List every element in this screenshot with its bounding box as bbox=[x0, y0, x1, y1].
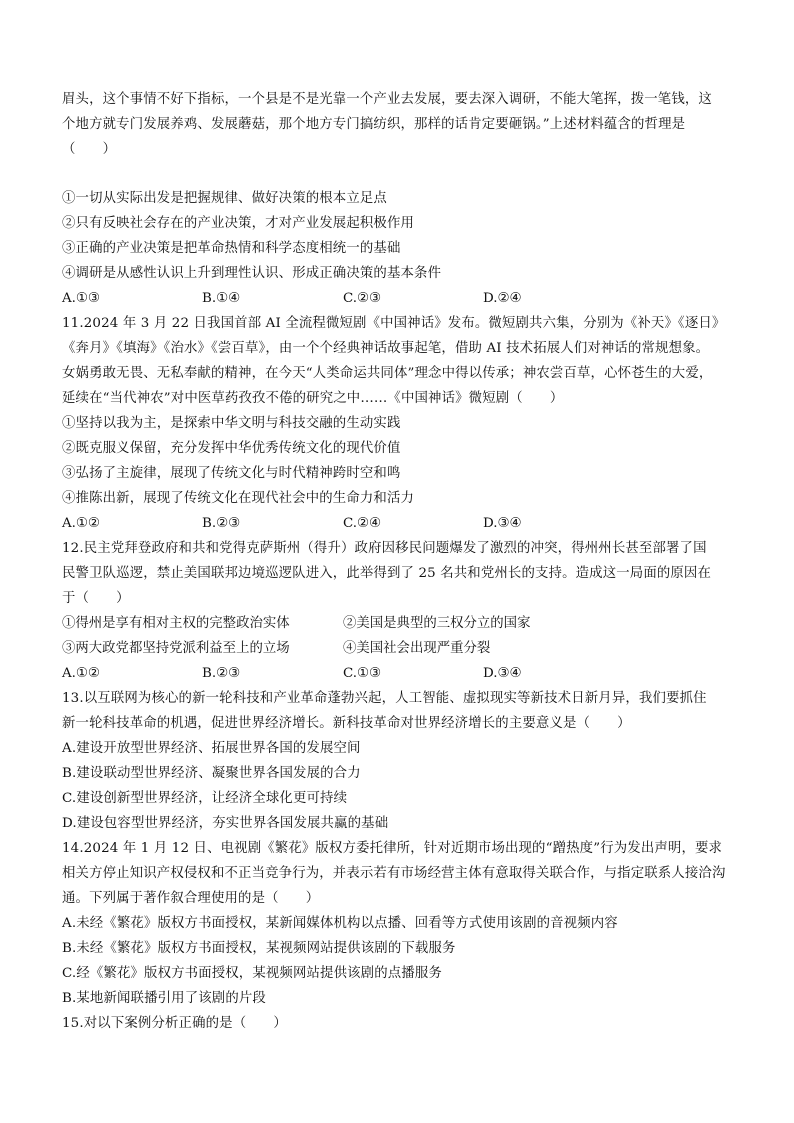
q11-option-b: B.②③ bbox=[202, 516, 241, 531]
q13-option-d: D.建设包容型世界经济，夯实世界各国发展共赢的基础 bbox=[62, 816, 389, 831]
q10-item-3: ③正确的产业决策是把革命热情和科学态度相统一的基础 bbox=[62, 241, 401, 256]
q14-option-b: B.未经《繁花》版权方书面授权，某视频网站提供该剧的下载服务 bbox=[62, 941, 456, 956]
q15-stem-line-1: 15.对以下案例分析正确的是（ ） bbox=[62, 1016, 287, 1031]
q14-option-c: C.经《繁花》版权方书面授权，某视频网站提供该剧的点播服务 bbox=[62, 966, 442, 981]
q11-stem-line-2: 《奔月》《填海》《治水》《尝百草》，由一个个经典神话故事起笔，借助 AI 技术拓展人们对神话的常规想象。 bbox=[62, 341, 710, 356]
q11-item-2: ②既克服义保留，充分发挥中华优秀传统文化的现代价值 bbox=[62, 441, 401, 456]
q10-option-d: D.②④ bbox=[483, 291, 522, 306]
q10-option-b: B.①④ bbox=[202, 291, 241, 306]
q12-option-b: B.②③ bbox=[202, 666, 241, 681]
q11-option-a: A.①② bbox=[62, 516, 100, 531]
q12-item-2: ②美国是典型的三权分立的国家 bbox=[343, 616, 531, 631]
q12-item-1: ①得州是享有相对主权的完整政治实体 bbox=[62, 616, 290, 631]
q12-item-4: ④美国社会出现严重分裂 bbox=[343, 641, 491, 656]
q10-stem-line-3: （ ） bbox=[62, 142, 117, 157]
q12-items-row-2 bbox=[62, 640, 762, 658]
q12-options bbox=[62, 665, 762, 683]
q12-items-row-1 bbox=[62, 615, 762, 633]
q13-stem-line-1: 13.以互联网为核心的新一轮科技和产业革命蓬勃兴起，人工智能、虚拟现实等新技术日新月异，我们要抓住 bbox=[62, 691, 707, 706]
q10-stem-line-1: 眉头，这个事情不好下指标，一个县是不是光靠一个产业去发展，要去深入调研，不能大笔挥，拨一笔钱，这 bbox=[62, 92, 712, 107]
q13-option-b: B.建设联动型世界经济、凝聚世界各国发展的合力 bbox=[62, 766, 361, 781]
q14-stem-line-1: 14.2024 年 1 月 12 日、电视剧《繁花》版权方委托律所，针对近期市场出现的“蹭热度”行为发出声明，要求 bbox=[62, 841, 723, 856]
q11-options bbox=[62, 515, 762, 533]
q12-stem-line-3: 于（ ） bbox=[62, 591, 130, 606]
q12-option-c: C.①③ bbox=[343, 666, 382, 681]
q11-option-d: D.③④ bbox=[483, 516, 522, 531]
q10-options bbox=[62, 290, 762, 308]
q12-option-a: A.①② bbox=[62, 666, 100, 681]
q13-option-c: C.建设创新型世界经济，让经济全球化更可持续 bbox=[62, 791, 348, 806]
q14-option-d: B.某地新闻联播引用了该剧的片段 bbox=[62, 991, 266, 1006]
q10-item-2: ②只有反映社会存在的产业决策，才对产业发展起积极作用 bbox=[62, 216, 415, 231]
q11-stem-line-1: 11.2024 年 3 月 22 日我国首部 AI 全流程微短剧《中国神话》发布。微短剧共六集，分别为《补天》《逐日》 bbox=[62, 316, 726, 331]
q13-stem-line-2: 新一轮科技革命的机遇，促进世界经济增长。新科技革命对世界经济增长的主要意义是（ ） bbox=[62, 716, 631, 731]
q12-stem-line-1: 12.民主党拜登政府和共和党得克萨斯州（得升）政府因移民问题爆发了激烈的冲突，得州州长甚至部署了国 bbox=[62, 541, 707, 556]
q10-stem-line-2: 个地方就专门发展养鸡、发展蘑菇，那个地方专门搞纺织，那样的话肯定要砸锅。”上述材料蕴含的哲理是 bbox=[62, 117, 686, 132]
q12-stem-line-2: 民警卫队巡逻，禁止美国联邦边境巡逻队进入，此举得到了 25 名共和党州长的支持。造成这一局面的原因在 bbox=[62, 566, 712, 581]
q10-item-1: ①一切从实际出发是把握规律、做好决策的根本立足点 bbox=[62, 191, 387, 206]
q10-option-c: C.②③ bbox=[343, 291, 382, 306]
q11-item-4: ④推陈出新，展现了传统文化在现代社会中的生命力和活力 bbox=[62, 491, 415, 506]
q10-option-a: A.①③ bbox=[62, 291, 100, 306]
q14-option-a: A.未经《繁花》版权方书面授权，某新闻媒体机构以点播、回看等方式使用该剧的音视频内容 bbox=[62, 916, 618, 931]
q11-item-3: ③弘扬了主旋律，展现了传统文化与时代精神跨时空和鸣 bbox=[62, 466, 401, 481]
q14-stem-line-3: 通。下列属于著作叙合理使用的是（ ） bbox=[62, 891, 320, 906]
q11-stem-line-3: 女娲勇敢无畏、无私奉献的精神，在今天“人类命运共同体”理念中得以传承；神农尝百草，心怀苍生的大爱， bbox=[62, 366, 713, 381]
q12-option-d: D.③④ bbox=[483, 666, 522, 681]
q11-item-1: ①坚持以我为主，是探索中华文明与科技交融的生动实践 bbox=[62, 416, 401, 431]
q11-stem-line-4: 延续在“当代神农”对中医草药孜孜不倦的研究之中……《中国神话》微短剧（ ） bbox=[62, 391, 564, 406]
q11-option-c: C.②④ bbox=[343, 516, 382, 531]
q12-item-3: ③两大政党都坚持党派利益至上的立场 bbox=[62, 641, 290, 656]
q14-stem-line-2: 相关方停止知识产权侵权和不正当竞争行为，并表示若有市场经营主体有意取得关联合作，与指定联系人接洽沟 bbox=[62, 866, 726, 881]
q10-item-4: ④调研是从感性认识上升到理性认识、形成正确决策的基本条件 bbox=[62, 266, 442, 281]
q13-option-a: A.建设开放型世界经济、拓展世界各国的发展空间 bbox=[62, 741, 361, 756]
